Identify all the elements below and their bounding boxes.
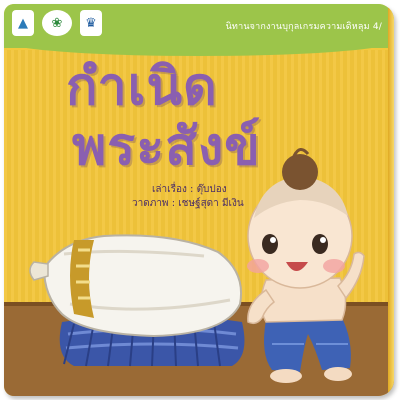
series-label: นิทานจากงานบุกุลเกรมความเดิหลุม 4/ [225,22,382,32]
book-spine-edge [388,4,394,396]
illustration-credit: วาดภาพ : เชษฐ์สุดา มีเงิน [132,198,244,209]
library-logo-icon: ▲ [12,10,34,36]
conch-shell [30,235,241,336]
child-character [247,149,364,383]
emblem-logo-icon: ♛ [80,10,102,36]
story-credit: เล่าเรื่อง : ตุ๊บปอง [152,184,227,195]
book-cover [4,4,394,396]
title-line-1: กำเนิด [66,57,218,117]
cover-illustration [4,4,394,396]
ministry-seal-icon: ❀ [42,10,72,36]
title-line-2: พระสังข์ [72,117,261,177]
